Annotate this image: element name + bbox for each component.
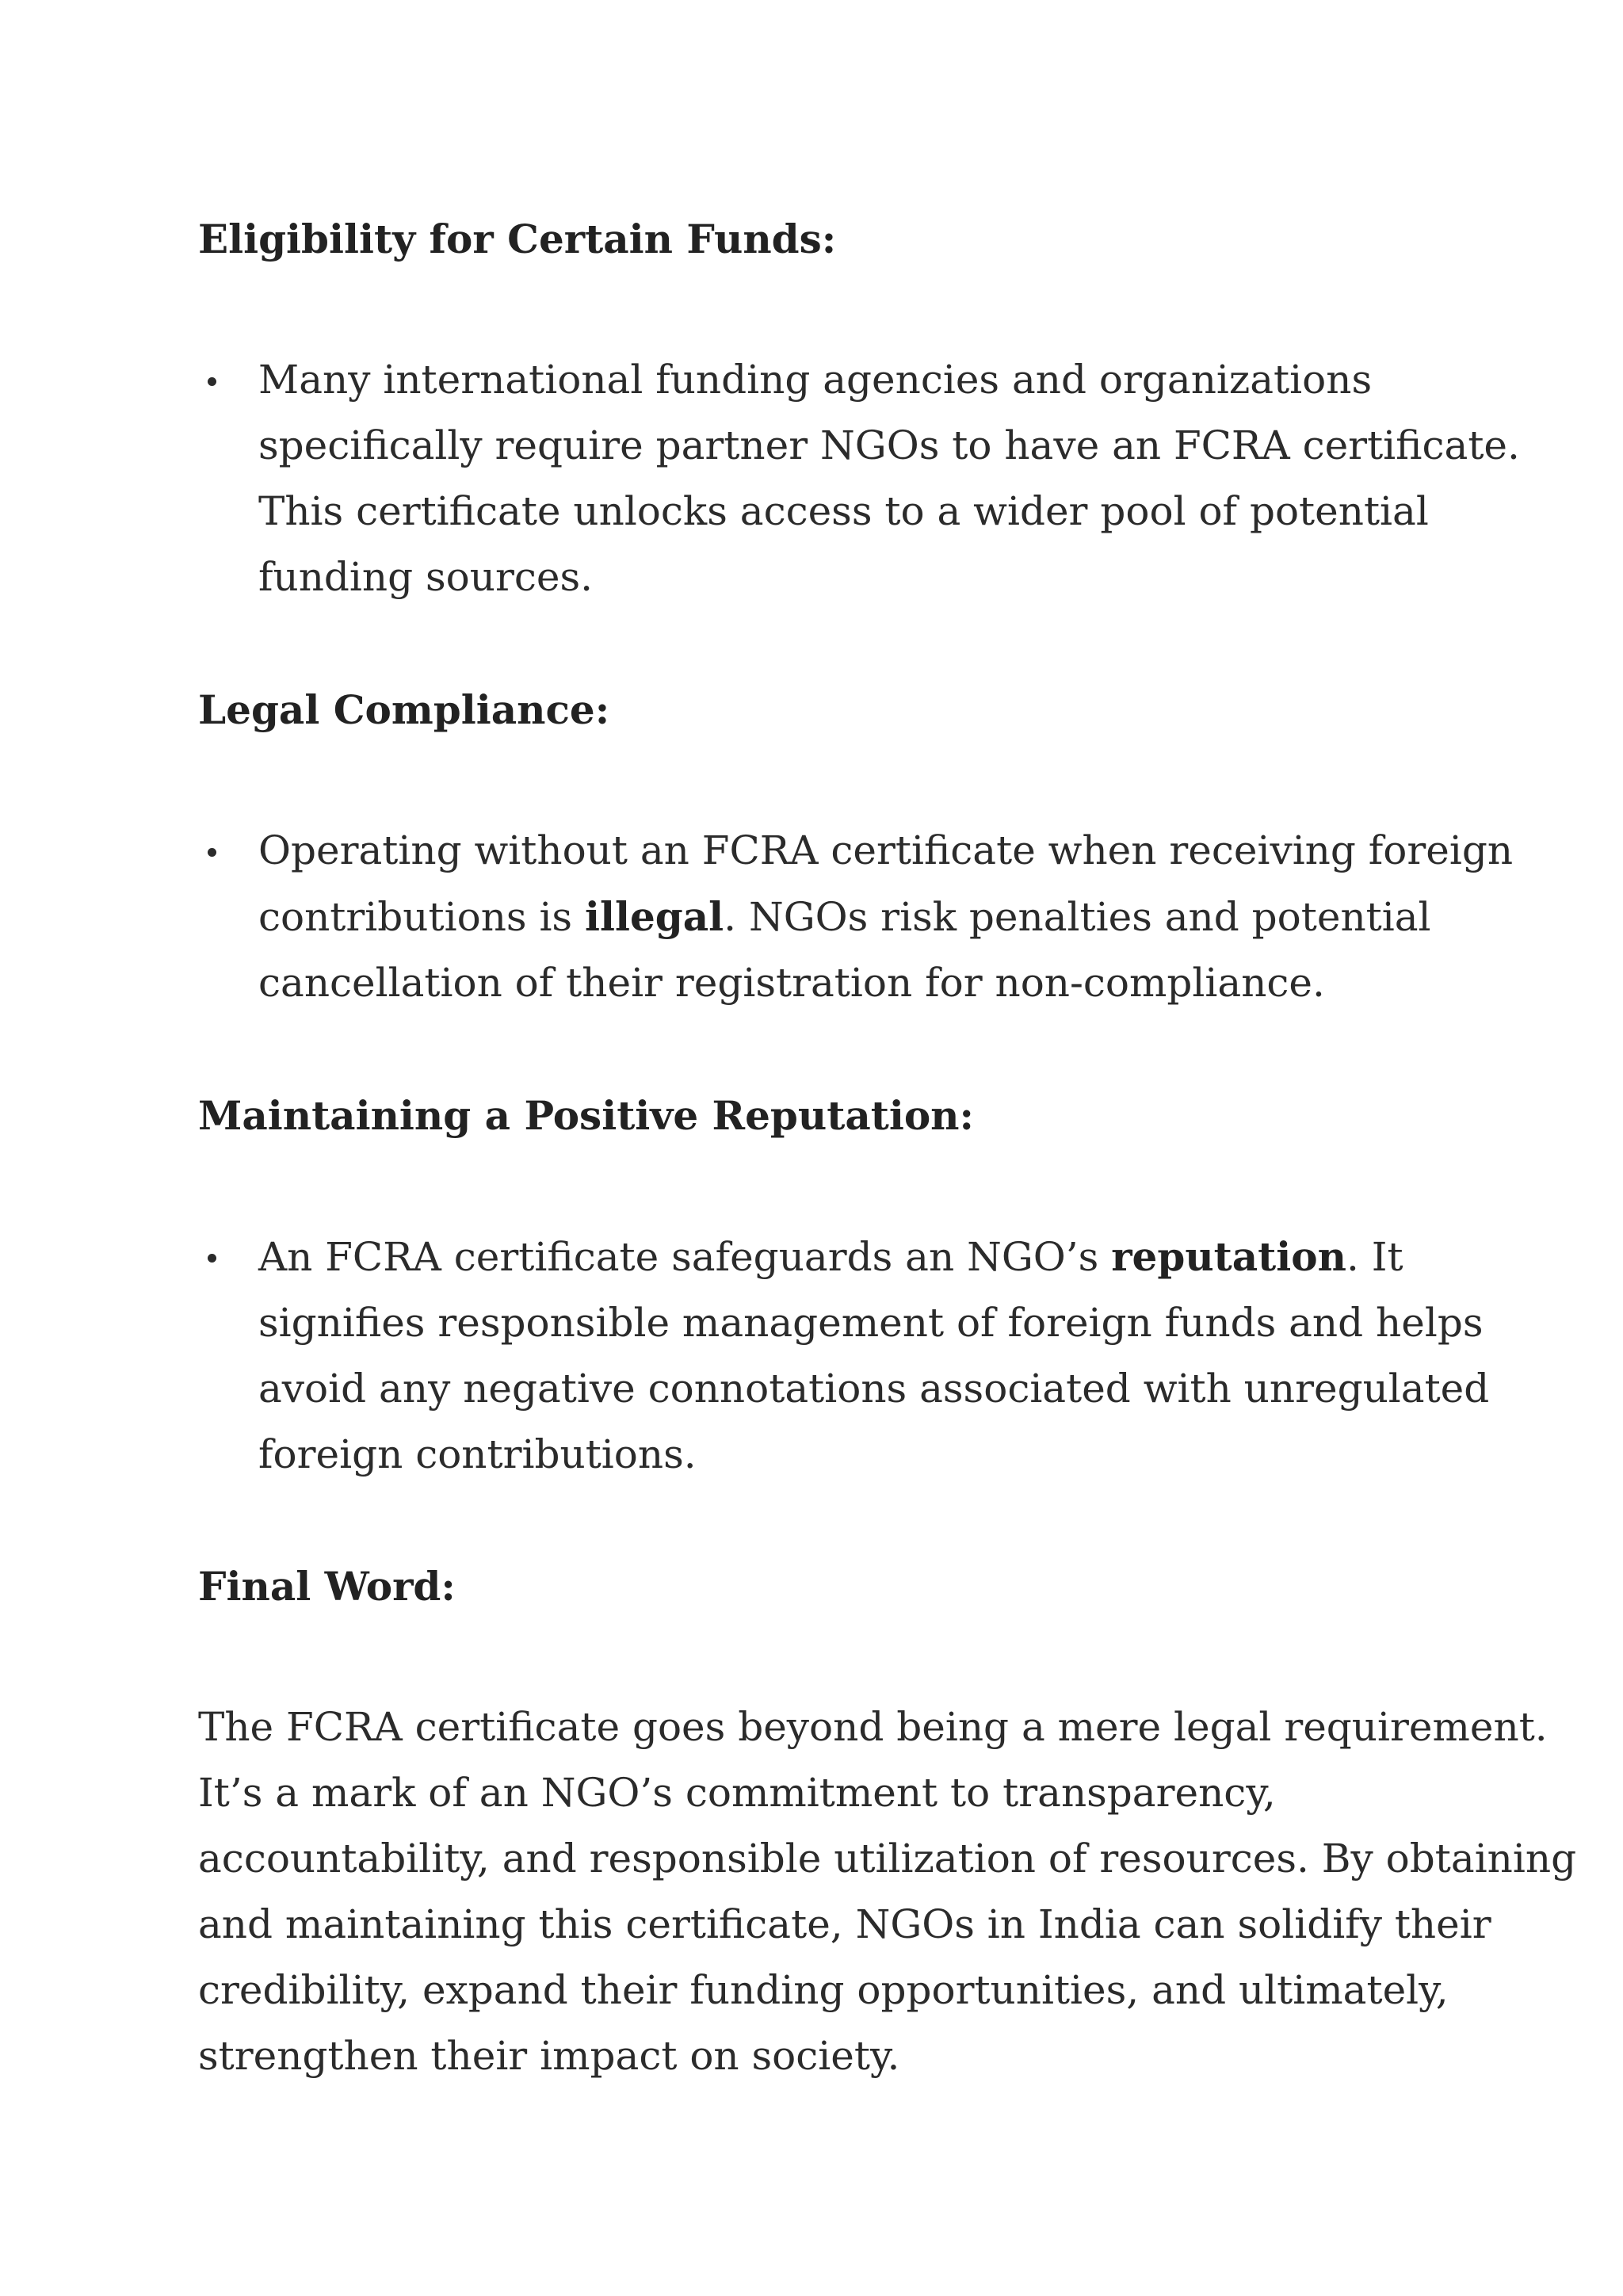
text-line: Many international funding agencies and organizations bbox=[258, 357, 1373, 403]
text-line: cancellation of their registration for non-compliance. bbox=[258, 960, 1325, 1006]
text-line: signifies responsible management of foreign funds and helps bbox=[258, 1300, 1484, 1346]
heading-final-word: Final Word: bbox=[198, 1563, 456, 1610]
text-line: The FCRA certificate goes beyond being a mere legal requirement. bbox=[198, 1704, 1548, 1750]
emphasis-illegal: illegal bbox=[585, 893, 724, 940]
bullet-text bbox=[258, 347, 1520, 610]
text-line: funding sources. bbox=[258, 554, 594, 600]
bullet-dot bbox=[208, 377, 216, 386]
text-line: credibility, expand their funding opportunities, and ultimately, bbox=[198, 1967, 1449, 2013]
text-line: avoid any negative connotations associated with unregulated bbox=[258, 1366, 1490, 1412]
heading-eligibility: Eligibility for Certain Funds: bbox=[198, 216, 837, 262]
text-line: Operating without an FCRA certificate when receiving foreign bbox=[258, 827, 1514, 873]
text-line: It’s a mark of an NGO’s commitment to transparency, bbox=[198, 1770, 1276, 1816]
text-line bbox=[258, 884, 1447, 950]
text-fragment: . NGOs risk penalties and potential bbox=[724, 894, 1431, 940]
text-line bbox=[258, 1224, 1447, 1290]
bullet-dot bbox=[208, 1254, 216, 1263]
bullet-text bbox=[258, 818, 1514, 1016]
text-line: This certificate unlocks access to a wider pool of potential bbox=[258, 488, 1429, 534]
emphasis-reputation: reputation bbox=[1111, 1233, 1346, 1280]
final-word-paragraph bbox=[198, 1694, 1577, 2089]
bullet-text bbox=[258, 1224, 1490, 1488]
text-fragment: . It bbox=[1346, 1234, 1403, 1280]
text-fragment: contributions is bbox=[258, 894, 585, 940]
heading-positive-reputation: Maintaining a Positive Reputation: bbox=[198, 1092, 974, 1139]
text-line: and maintaining this certificate, NGOs in India can solidify their bbox=[198, 1901, 1491, 1947]
bullet-dot bbox=[208, 848, 216, 857]
text-line: accountability, and responsible utilization of resources. By obtaining bbox=[198, 1836, 1577, 1881]
text-line: specifically require partner NGOs to have an FCRA certificate. bbox=[258, 422, 1520, 468]
text-line: foreign contributions. bbox=[258, 1431, 697, 1477]
heading-legal-compliance: Legal Compliance: bbox=[198, 686, 610, 733]
text-line: strengthen their impact on society. bbox=[198, 2033, 900, 2079]
text-fragment: An FCRA certificate safeguards an NGO’s bbox=[258, 1234, 1112, 1280]
